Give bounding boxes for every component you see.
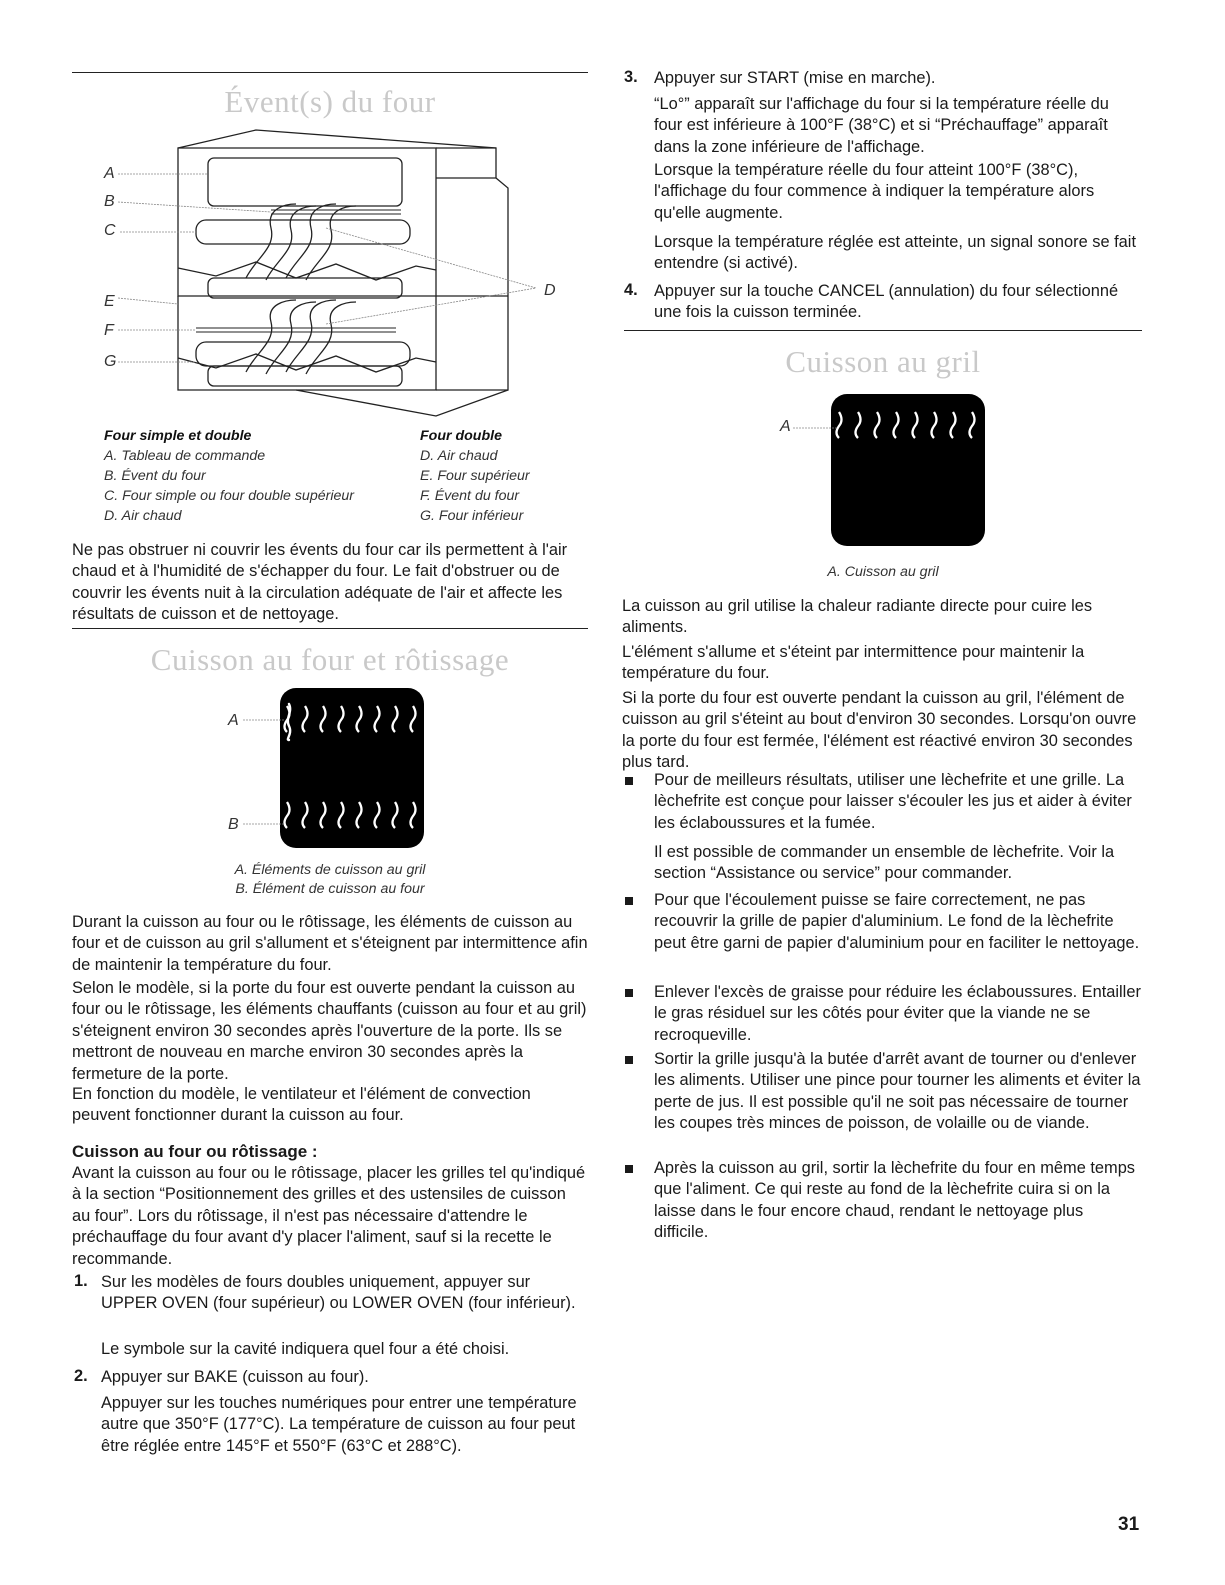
step-3-text: Appuyer sur START (mise en marche). [654, 69, 936, 87]
broil-bullet-3: Enlever l'excès de graisse pour réduire les éclaboussures. Entailler le gras résiduel sur les côtés pour éviter que la viande ne se recroqueville. [654, 983, 1141, 1044]
bake-paragraph-2: Selon le modèle, si la porte du four est ouverte pendant la cuisson au four ou le rôtissage, les éléments chauffants (cuisson au four et au gril) s'éteignent environ 30 secondes après l'ouverture de la porte. Ils se mettront de nouveau en marche environ 30 secondes après la fermeture de la porte. [72, 979, 587, 1083]
diagram-label-c: C [104, 222, 116, 239]
broil-bullet-2: Pour que l'écoulement puisse se faire correctement, ne pas recouvrir la grille de papier d'aluminium. Le fond de la lèchefrite peut être garni de papier d'aluminium pour en faciliter le nettoyage. [654, 891, 1140, 952]
step-4-number: 4. [624, 281, 638, 299]
top-rule-left [72, 72, 588, 73]
page-number: 31 [1118, 1514, 1140, 1535]
oven-vent-diagram [96, 128, 576, 418]
vents-title: Évent(s) du four [224, 84, 436, 119]
bake-title: Cuisson au four et rôtissage [150, 642, 510, 677]
bake-caption-a: A. Éléments de cuisson au gril [234, 862, 426, 878]
diagram-label-b: B [104, 193, 115, 210]
legend-right-d: D. Air chaud [420, 448, 498, 464]
step-2-note: Appuyer sur les touches numériques pour entrer une température autre que 350°F (177°C). La température de cuisson au four peut être réglée entre 145°F et 550°F (63°C et 288°C). [101, 1394, 577, 1455]
step-3-number: 3. [624, 68, 638, 86]
step-3-note-2: Lorsque la température réelle du four atteint 100°F (38°C), l'affichage du four commence à indiquer la température alors qu'elle augmente. [654, 161, 1095, 222]
bake-rule [72, 628, 588, 629]
bullet-2 [625, 897, 633, 905]
step-1-note: Le symbole sur la cavité indiquera quel four a été choisi. [101, 1340, 510, 1358]
legend-left-d: D. Air chaud [104, 508, 182, 524]
step-4-text: Appuyer sur la touche CANCEL (annulation) du four sélectionné une fois la cuisson terminée. [654, 282, 1119, 322]
broil-title: Cuisson au gril [785, 344, 981, 379]
legend-right-g: G. Four inférieur [420, 508, 524, 524]
broil-caption: A. Cuisson au gril [827, 564, 939, 580]
bake-diagram [225, 684, 435, 854]
broil-bullet-4: Sortir la grille jusqu'à la butée d'arrêt avant de tourner ou d'enlever les aliments. Utiliser une pince pour tourner les aliments et éviter la perte de jus. Il est possible qu'il ne soit pas nécessaire de tourner les coupes très minces de poisson, de volaille ou de viande. [654, 1050, 1141, 1133]
legend-right-f: F. Évent du four [420, 488, 520, 504]
bake-caption-b: B. Élément de cuisson au four [235, 881, 425, 897]
bullet-5 [625, 1165, 633, 1173]
step-2-number: 2. [74, 1367, 88, 1385]
bullet-3 [625, 989, 633, 997]
legend-left-b: B. Évent du four [104, 468, 206, 484]
broil-bullet-1-note: Il est possible de commander un ensemble de lèchefrite. Voir la section “Assistance ou service” pour commander. [654, 843, 1115, 883]
bake-label-b: B [228, 816, 239, 833]
legend-head-left: Four simple et double [104, 428, 252, 444]
broil-bullet-5: Après la cuisson au gril, sortir la lèchefrite du four en même temps que l'aliment. Ce qui reste au fond de la lèchefrite cuira si on la laisse dans le four encore chaud, rendant le nettoyage plus difficile. [654, 1159, 1136, 1242]
legend-right-e: E. Four supérieur [420, 468, 530, 484]
bullet-4 [625, 1056, 633, 1064]
step-3-note-3: Lorsque la température réglée est atteinte, un signal sonore se fait entendre (si activé). [654, 233, 1136, 273]
broil-paragraph-2: L'élément s'allume et s'éteint par intermittence pour maintenir la température du four. [622, 643, 1085, 683]
broil-rule [624, 330, 1142, 331]
broil-paragraph-3: Si la porte du four est ouverte pendant la cuisson au gril, l'élément de cuisson au gril s'éteint au bout d'environ 30 secondes. Lorsqu'on ouvre la porte du four est fermée, l'élément est réactivé environ 30 secondes plus tard. [622, 689, 1137, 772]
diagram-label-a: A [104, 165, 115, 182]
bullet-1 [625, 777, 633, 785]
bake-paragraph-4: Avant la cuisson au four ou le rôtissage, placer les grilles tel qu'indiqué à la section “Positionnement des grilles et des ustensiles de cuisson au four”. Lors du rôtissage, il n'est pas nécessaire d'attendre le préchauffage du four avant d'y placer l'aliment, sauf si la recette le recommande. [72, 1164, 586, 1268]
legend-left-a: A. Tableau de commande [104, 448, 266, 464]
step-1-text: Sur les modèles de fours doubles uniquement, appuyer sur UPPER OVEN (four supérieur) ou LOWER OVEN (four inférieur). [101, 1273, 576, 1313]
diagram-label-d: D [544, 282, 556, 299]
broil-diagram [775, 390, 995, 550]
broil-bullet-1: Pour de meilleurs résultats, utiliser une lèchefrite et une grille. La lèchefrite est conçue pour laisser s'écouler les jus et aider à éviter les éclaboussures et la fumée. [654, 771, 1132, 832]
step-2-text: Appuyer sur BAKE (cuisson au four). [101, 1368, 369, 1386]
diagram-label-f: F [104, 322, 114, 339]
vents-paragraph: Ne pas obstruer ni couvrir les évents du four car ils permettent à l'air chaud et à l'humidité de s'échapper du four. Le fait d'obstruer ou de couvrir les évents nuit à la circulation adéquate de l'air et affecte les résultats de cuisson et de nettoyage. [72, 541, 568, 624]
bake-paragraph-3: En fonction du modèle, le ventilateur et l'élément de convection peuvent fonctionner durant la cuisson au four. [72, 1085, 531, 1125]
diagram-label-g: G [104, 353, 117, 370]
bake-subheading: Cuisson au four ou rôtissage : [72, 1142, 318, 1161]
bake-label-a: A [228, 712, 239, 729]
broil-paragraph-1: La cuisson au gril utilise la chaleur radiante directe pour cuire les aliments. [622, 597, 1093, 637]
diagram-label-e: E [104, 293, 115, 310]
broil-label-a: A [780, 418, 791, 435]
legend-head-right: Four double [420, 428, 502, 444]
step-1-number: 1. [74, 1272, 88, 1290]
bake-paragraph-1: Durant la cuisson au four ou le rôtissage, les éléments de cuisson au four et de cuisson au gril s'allument et s'éteignent par intermittence afin de maintenir la température du four. [72, 913, 588, 974]
legend-left-c: C. Four simple ou four double supérieur [104, 488, 354, 504]
step-3-note-1: “Lo°” apparaît sur l'affichage du four si la température réelle du four est inférieure à 100°F (38°C) et si “Préchauffage” apparaît dans la zone inférieure de l'affichage. [654, 95, 1109, 156]
